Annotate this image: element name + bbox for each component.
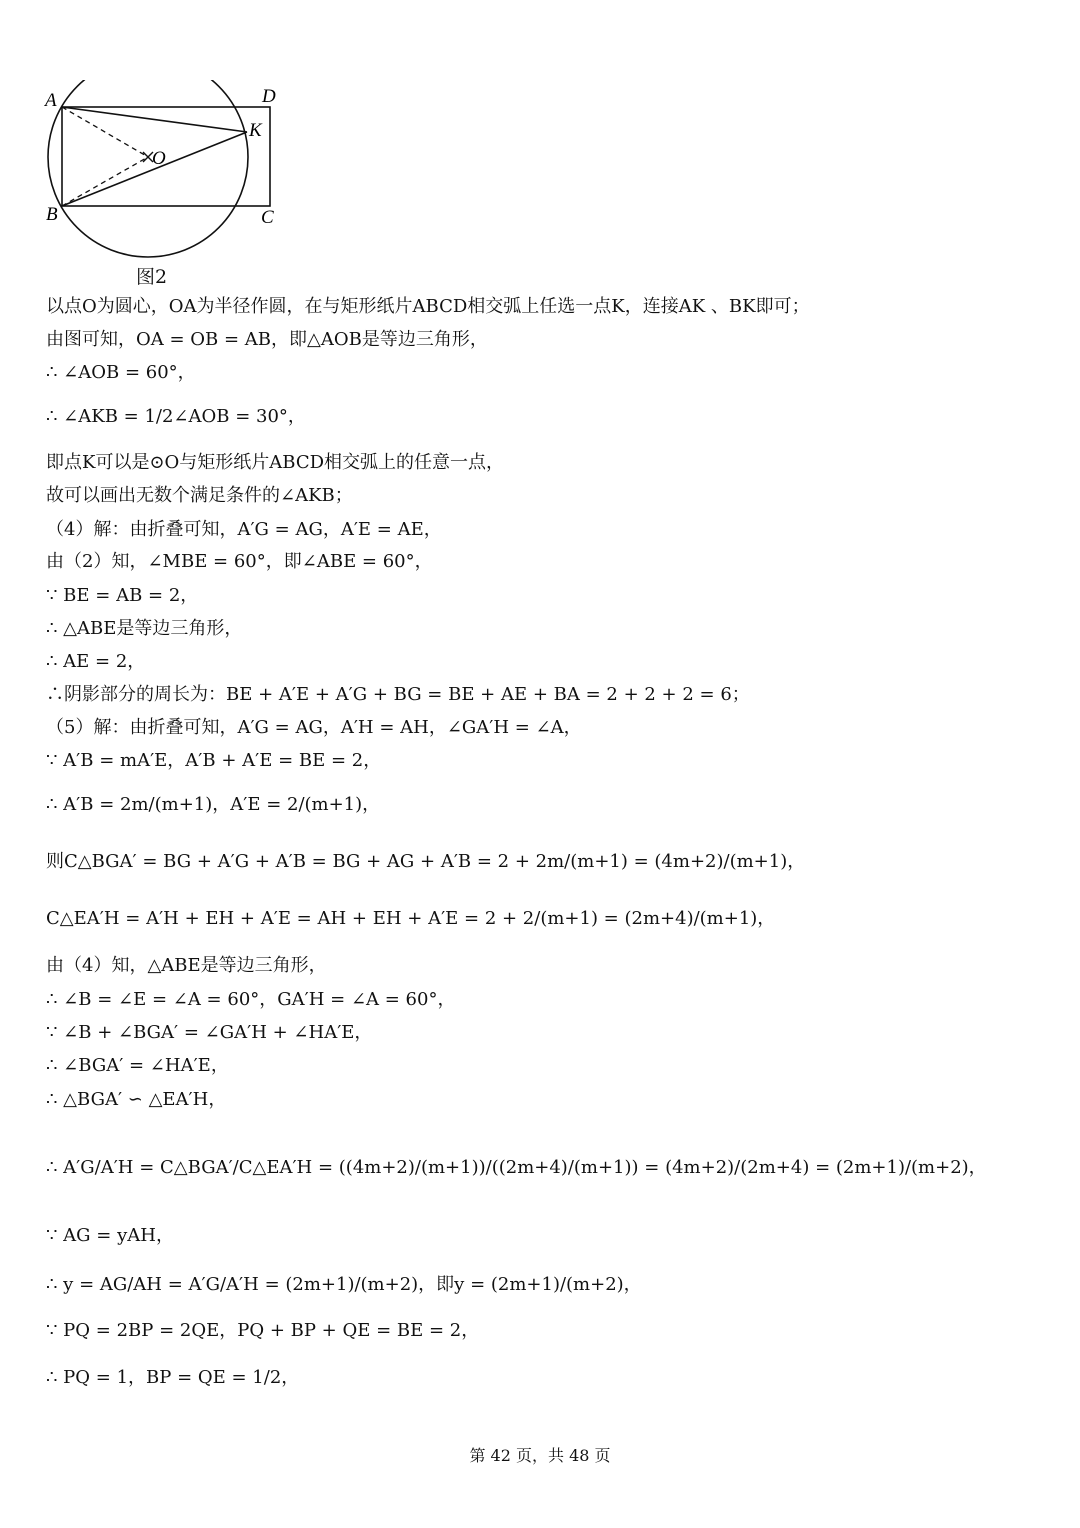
label-a: A — [45, 90, 57, 111]
solution-line: ∴ PQ = 1，BP = QE = 1/2， — [46, 1367, 300, 1388]
solution-line: ∵ BE = AB = 2， — [46, 585, 199, 606]
solution-line: 由（4）知，△ABE是等边三角形， — [46, 955, 327, 976]
solution-line: ∴ A′G/A′H = C△BGA′/C△EA′H = ((4m+2)/(m+1))/((2m+4)/(m+1)) = (4m+2)/(2m+4) = (2m+1)/(m+2)， — [46, 1157, 987, 1178]
solution-line: ∵ A′B = mA′E，A′B + A′E = BE = 2， — [46, 750, 382, 771]
segment-bk — [62, 132, 247, 206]
solution-line: 则C△BGA′ = BG + A′G + A′B = BG + AG + A′B = 2 + 2m/(m+1) = (4m+2)/(m+1)， — [46, 851, 806, 872]
solution-line: ∴ △ABE是等边三角形， — [46, 618, 243, 639]
page-footer: 第 42 页，共 48 页 — [469, 1446, 611, 1465]
label-b: B — [46, 204, 58, 225]
dashed-bo — [62, 157, 148, 206]
solution-line: C△EA′H = A′H + EH + A′E = AH + EH + A′E = 2 + 2/(m+1) = (2m+4)/(m+1)， — [46, 908, 776, 929]
solution-line: ∵ PQ = 2BP = 2QE，PQ + BP + QE = BE = 2， — [46, 1320, 480, 1341]
solution-line: 以点O为圆心，OA为半径作圆，在与矩形纸片ABCD相交弧上任选一点K，连接AK 、BK即可； — [46, 296, 810, 317]
solution-line: ∴ y = AG/AH = A′G/A′H = (2m+1)/(m+2)，即y = (2m+1)/(m+2)， — [46, 1274, 642, 1295]
solution-line: ∴ AE = 2， — [46, 651, 146, 672]
solution-line: 由（2）知，∠MBE = 60°，即∠ABE = 60°， — [46, 551, 433, 572]
label-o: O — [152, 148, 166, 169]
solution-line: ∴ ∠AKB = 1/2∠AOB = 30°， — [46, 406, 306, 427]
solution-line: 故可以画出无数个满足条件的∠AKB； — [46, 485, 353, 506]
solution-line: （4）解：由折叠可知，A′G = AG，A′E = AE， — [46, 519, 442, 540]
segment-ak — [62, 107, 247, 132]
solution-line: 由图可知，OA = OB = AB，即△AOB是等边三角形， — [46, 329, 488, 350]
solution-line: ∴ A′B = 2m/(m+1)，A′E = 2/(m+1)， — [46, 794, 381, 815]
solution-line: ∵ AG = yAH， — [46, 1225, 174, 1246]
label-d: D — [262, 86, 276, 107]
solution-line: ∴阴影部分的周长为：BE + A′E + A′G + BG = BE + AE + BA = 2 + 2 + 2 = 6； — [46, 684, 750, 705]
solution-line: ∴ △BGA′ ∽ △EA′H， — [46, 1089, 227, 1110]
solution-line: ∴ ∠BGA′ = ∠HA′E， — [46, 1055, 229, 1076]
solution-line: （5）解：由折叠可知，A′G = AG，A′H = AH，∠GA′H = ∠A， — [46, 717, 582, 738]
label-k: K — [249, 120, 262, 141]
solution-line: ∴ ∠B = ∠E = ∠A = 60°，GA′H = ∠A = 60°， — [46, 989, 456, 1010]
label-c: C — [261, 207, 274, 228]
solution-line: 即点K可以是⊙O与矩形纸片ABCD相交弧上的任意一点， — [46, 452, 505, 473]
figure-caption: 图2 — [136, 266, 168, 288]
solution-line: ∵ ∠B + ∠BGA′ = ∠GA′H + ∠HA′E， — [46, 1022, 373, 1043]
geometry-figure — [30, 80, 300, 280]
dashed-ao — [62, 107, 148, 157]
solution-line: ∴ ∠AOB = 60°， — [46, 362, 196, 383]
